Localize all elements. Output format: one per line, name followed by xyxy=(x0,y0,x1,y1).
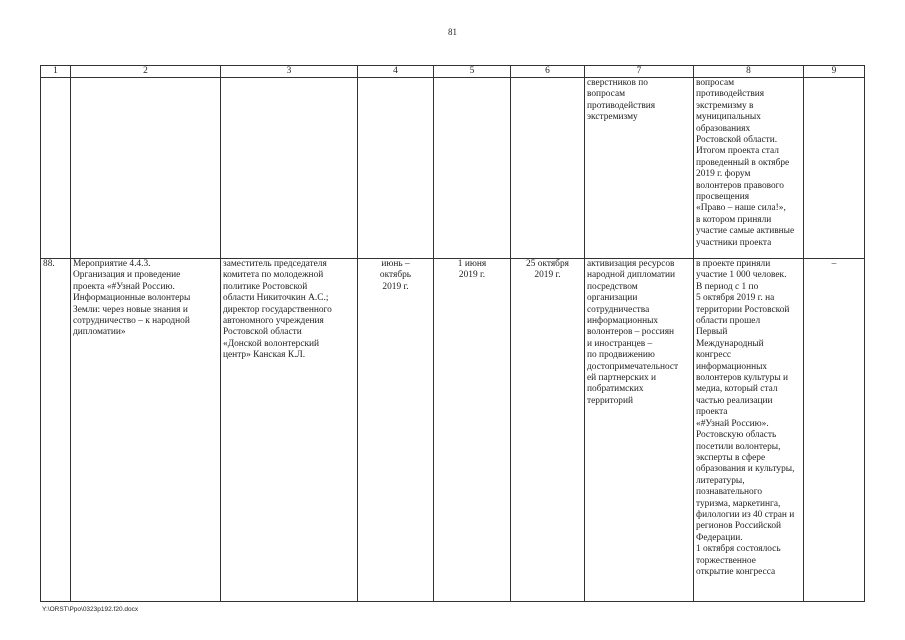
report-table xyxy=(40,65,865,602)
cell-start-date: 1 июня 2019 г. xyxy=(434,259,511,602)
cell-notes xyxy=(804,78,865,259)
table-row-88 xyxy=(41,259,865,602)
column-number: 2 xyxy=(71,66,221,78)
cell-responsible xyxy=(221,78,358,259)
cell-responsible: заместитель председателя комитета по молодежной политике Ростовской области Никиточкин А.С.; директор государственного автономного учреждения Ростовской области «Донской волонтерский центр» Канская К.Л. xyxy=(221,259,358,602)
cell-actual-result: в проекте приняли участие 1 000 человек. В период с 1 по 5 октября 2019 г. на территории Ростовской области прошел Первый Международный конгресс информационных волонтеров культуры и медиа, который стал частью реализации проекта «#Узнай Россию». Ростовскую область посетили волонтеры, эксперты в сфере образования и культуры, литературы, познавательного туризма, маркетинга, филологии из 40 стран и регионов Российской Федерации. 1 октября состоялось торжественное открытие конгресса xyxy=(694,259,804,602)
cell-period: июнь – октябрь 2019 г. xyxy=(358,259,434,602)
column-number: 3 xyxy=(221,66,358,78)
column-number-row xyxy=(41,66,865,78)
column-number: 7 xyxy=(585,66,694,78)
cell-start-date xyxy=(434,78,511,259)
cell-expected-result: сверстников по вопросам противодействия экстремизму xyxy=(585,78,694,259)
cell-expected-result: активизация ресурсов народной дипломатии посредством организации сотрудничества информационных волонтеров – россиян и иностранцев – по продвижению достопримечательност ей партнерских и побратимских территорий xyxy=(585,259,694,602)
page-number: 81 xyxy=(448,27,457,37)
cell-number xyxy=(41,78,71,259)
column-number: 1 xyxy=(41,66,71,78)
cell-number: 88. xyxy=(41,259,71,602)
file-path-footer: Y:\ORST\Ppo\0323p192.f20.docx xyxy=(42,606,139,613)
cell-notes: – xyxy=(804,259,865,602)
column-number: 4 xyxy=(358,66,434,78)
table-row-continued xyxy=(41,78,865,259)
column-number: 9 xyxy=(804,66,865,78)
cell-end-date: 25 октября 2019 г. xyxy=(511,259,585,602)
cell-activity xyxy=(71,78,221,259)
column-number: 8 xyxy=(694,66,804,78)
column-number: 5 xyxy=(434,66,511,78)
cell-activity: Мероприятие 4.4.3. Организация и проведение проекта «#Узнай Россию. Информационные волонтеры Земли: через новые знания и сотрудничество – к народной дипломатии» xyxy=(71,259,221,602)
column-number: 6 xyxy=(511,66,585,78)
cell-period xyxy=(358,78,434,259)
cell-end-date xyxy=(511,78,585,259)
cell-actual-result: вопросам противодействия экстремизму в муниципальных образованиях Ростовской области. Итогом проекта стал проведенный в октябре 2019 г. форум волонтеров правового просвещения «Право – наше сила!», в котором приняли участие самые активные участники проекта xyxy=(694,78,804,259)
